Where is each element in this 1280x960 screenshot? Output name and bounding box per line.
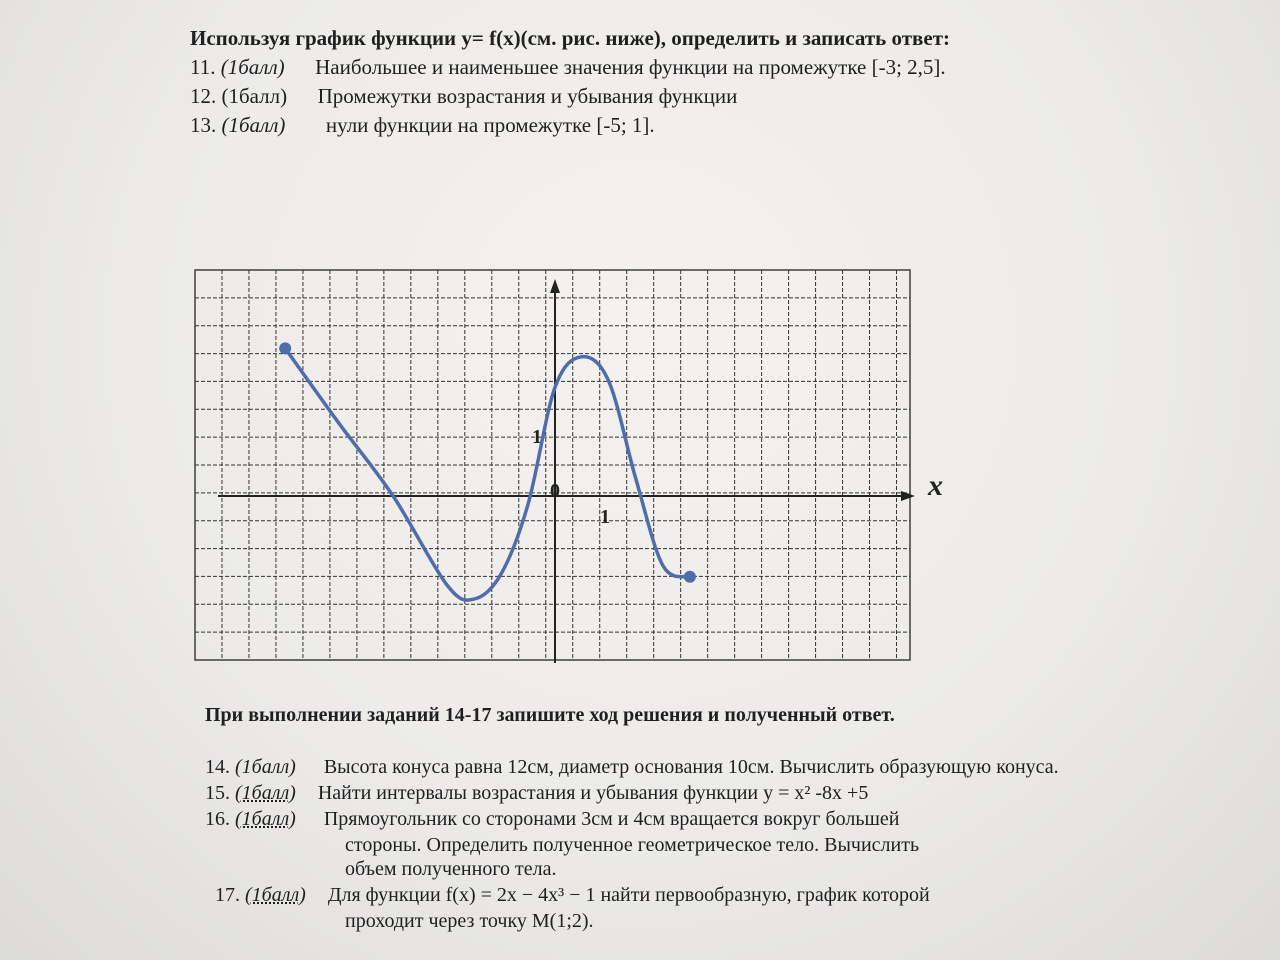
instruction-heading: Используя график функции y= f(x)(см. рис. ниже), определить и записать ответ: — [190, 26, 951, 50]
task-number: 11. — [190, 55, 216, 79]
origin-label: 0 — [550, 480, 560, 502]
task-number: 14. — [205, 756, 230, 778]
task-16-line-2: стороны. Определить полученное геометрическое тело. Вычислить — [345, 834, 920, 856]
task-points: (1балл) — [235, 756, 296, 778]
task-number: 13. — [190, 113, 217, 137]
function-graph — [180, 255, 970, 675]
task-text: Для функции f(x) = 2x − 4x³ − 1 найти первообразную, график которой — [327, 884, 930, 906]
task-points: (1балл) — [235, 782, 296, 804]
task-11 — [190, 55, 946, 80]
section2-heading: При выполнении заданий 14-17 запишите ход решения и полученный ответ. — [205, 704, 895, 726]
task-text: Найти интервалы возрастания и убывания функции у = x² -8x +5 — [317, 782, 869, 804]
task-16-line-3: объем полученного тела. — [345, 858, 557, 880]
task-16 — [205, 808, 899, 831]
task-text: Наибольшее и наименьшее значения функции на промежутке [-3; 2,5]. — [315, 55, 946, 79]
task-number: 12. — [190, 84, 217, 108]
function-curve-line — [285, 348, 690, 600]
task-points: (1балл) — [235, 808, 296, 830]
x-unit-label: 1 — [600, 506, 610, 528]
task-points: (1балл) — [221, 84, 288, 108]
task-17-line-2: проходит через точку М(1;2). — [345, 910, 594, 932]
curve-start-point — [279, 342, 291, 354]
task-number: 17. — [215, 884, 240, 906]
y-axis-arrow — [550, 279, 560, 293]
graph-axes — [218, 279, 943, 663]
curve-end-point — [684, 571, 696, 583]
task-points: (1балл) — [221, 113, 286, 137]
task-17 — [215, 884, 930, 907]
task-text: Прямоугольник со сторонами 3см и 4см вращается вокруг большей — [323, 808, 900, 830]
task-text: нули функции на промежутке [-5; 1]. — [325, 113, 655, 137]
task-15 — [205, 782, 868, 805]
graph-grid — [195, 270, 910, 660]
task-14 — [205, 756, 1059, 779]
task-12 — [190, 84, 737, 109]
y-unit-label: 1 — [532, 426, 542, 448]
task-text: Высота конуса равна 12см, диаметр основания 10см. Вычислить образующую конуса. — [323, 756, 1059, 778]
task-number: 15. — [205, 782, 230, 804]
task-points: (1балл) — [220, 55, 285, 79]
task-13 — [190, 113, 655, 138]
task-points: (1балл) — [245, 884, 306, 906]
task-text: Промежутки возрастания и убывания функции — [317, 84, 738, 108]
x-axis-label: x — [928, 469, 943, 502]
task-number: 16. — [205, 808, 230, 830]
x-axis-arrow — [901, 491, 915, 501]
